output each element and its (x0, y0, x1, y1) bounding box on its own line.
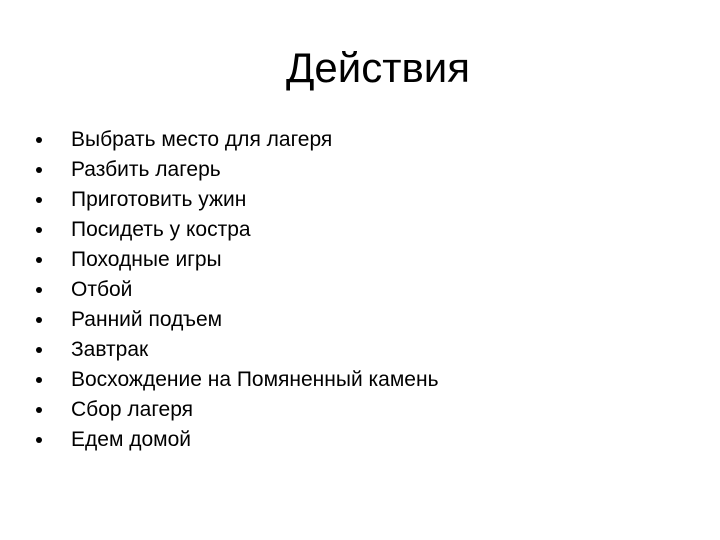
bullet-icon (36, 167, 42, 173)
bullet-icon (36, 317, 42, 323)
list-item-text: Сбор лагеря (71, 398, 194, 421)
list-item-text: Разбить лагерь (71, 158, 221, 181)
bullet-icon (36, 197, 42, 203)
list-item-text: Восхождение на Помяненный камень (71, 368, 439, 391)
list-item-text: Походные игры (71, 248, 222, 271)
bullet-icon (36, 407, 42, 413)
slide-title: Действия (285, 44, 471, 91)
list-item-text: Едем домой (71, 428, 191, 451)
bullet-icon (36, 287, 42, 293)
bullet-icon (36, 377, 42, 383)
list-item-text: Выбрать место для лагеря (71, 128, 333, 151)
bullet-icon (36, 347, 42, 353)
bullet-icon (36, 227, 42, 233)
bullet-icon (36, 137, 42, 143)
list-item-text: Приготовить ужин (71, 188, 247, 211)
list-item-text: Отбой (71, 278, 133, 301)
list-item-text: Посидеть у костра (71, 218, 251, 241)
bullet-icon (36, 257, 42, 263)
bullet-icon (36, 437, 42, 443)
list-item-text: Завтрак (71, 338, 149, 361)
list-item-text: Ранний подъем (71, 308, 223, 331)
